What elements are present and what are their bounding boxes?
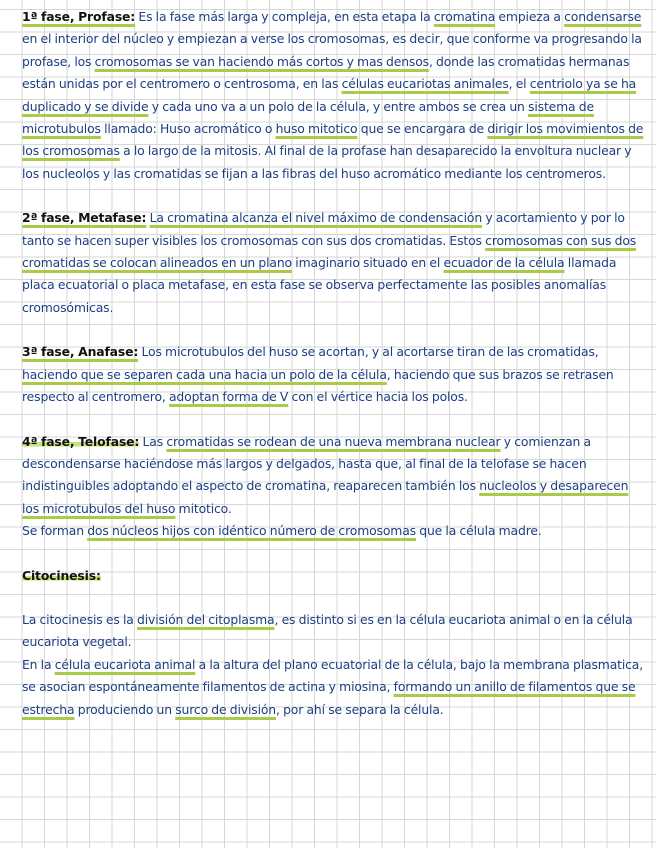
section-heading: 4ª fase, Telofase: bbox=[22, 433, 140, 449]
section-heading: 2ª fase, Metafase: bbox=[22, 210, 147, 226]
highlighted-text: surco de división bbox=[175, 701, 277, 717]
section-body: Los microtubulos del huso se acortan, y al acortarse tiran de las cromatidas, haciendo que se separen cada una hacia un polo de la célula, haciendo que sus brazos se retrasen respecto al centromero, adoptan forma de V con el vértice hacia los polos. bbox=[22, 344, 614, 405]
highlighted-text: haciendo que se separen cada una hacia un polo de la célula bbox=[22, 366, 387, 382]
highlighted-text: cromatidas se rodean de una nueva membrana nuclear bbox=[166, 433, 501, 449]
highlighted-text: células eucariotas animales bbox=[341, 76, 509, 92]
section-metafase bbox=[22, 207, 646, 319]
highlighted-text: sistema de microtubulos bbox=[22, 98, 594, 137]
highlighted-text: cromatina bbox=[433, 9, 496, 24]
section-profase bbox=[22, 6, 646, 185]
section-body: Las cromatidas se rodean de una nueva membrana nuclear y comienzan a descondensarse haciéndose más largos y delgados, hasta que, al final de la telofase se hacen indistinguibles adoptando el aspecto de cromatina, reaparecen también los nucleolos y desaparecen los microtubulos del huso mitotico. Se forman dos núcleos hijos con idéntico número de cromosomas que la célula madre. bbox=[22, 433, 629, 539]
section-telofase bbox=[22, 431, 646, 543]
section-heading: Citocinesis: bbox=[22, 567, 101, 583]
section-body: La citocinesis es la división del citoplasma, es distinto si es en la célula eucariota animal o en la célula eucariota vegetal. En la célula eucariota animal a la altura del plano ecuatorial de la célula, bajo la membrana plasmatica, se asocian espontáneamente filamentos de actina y miosina, formando un anillo de filamentos que se estrecha produciendo un surco de división, por ahí se separa la célula. bbox=[22, 611, 644, 717]
highlighted-text: huso mitotico bbox=[275, 121, 358, 137]
highlighted-text: división del citoplasma bbox=[137, 611, 275, 627]
highlighted-text: nucleolos y desaparecen los microtubulos del huso bbox=[22, 478, 629, 516]
highlighted-text: condensarse bbox=[564, 9, 642, 24]
section-heading: 3ª fase, Anafase: bbox=[22, 344, 139, 360]
highlighted-text: ecuador de la célula bbox=[443, 255, 565, 271]
highlighted-text: La cromatina alcanza el nivel máximo de condensación bbox=[149, 210, 483, 226]
section-anafase bbox=[22, 341, 646, 408]
section-citocinesis bbox=[22, 609, 646, 721]
highlighted-text: dirigir los movimientos de los cromosomas bbox=[22, 121, 644, 159]
highlighted-text: cromosomas con sus dos cromatidas se colocan alineados en un plano bbox=[22, 232, 637, 271]
section-heading: 1ª fase, Profase: bbox=[22, 9, 136, 24]
highlighted-text: adoptan forma de V bbox=[168, 389, 289, 405]
highlighted-text: célula eucariota animal bbox=[54, 656, 196, 672]
section-body: Es la fase más larga y compleja, en esta etapa la cromatina empieza a condensarse en el interior del núcleo y empiezan a verse los cromosomas, es decir, que conforme va progresando la profase, los cromosomas se van haciendo más cortos y mas densos, donde las cromatidas hermanas están unidas por el centromero o centrosoma, en las células eucariotas animales, el centriolo ya se ha duplicado y se divide y cada uno va a un polo de la célula, y entre ambos se crea un sistema de microtubulos llamado: Huso acromático o huso mitotico que se encargara de dirigir los movimientos de los cromosomas a lo largo de la mitosis. Al final de la profase han desaparecido la envoltura nuclear y los nucleolos y las cromatidas se fijan a las fibras del huso acromático mediante los centromeros. bbox=[22, 9, 644, 181]
highlighted-text: formando un anillo de filamentos que se estrecha bbox=[22, 679, 636, 717]
highlighted-text: cromosomas se van haciendo más cortos y mas densos bbox=[94, 53, 429, 69]
highlighted-text: centriolo ya se ha duplicado y se divide bbox=[22, 76, 637, 114]
section-body: La cromatina alcanza el nivel máximo de condensación y acortamiento y por lo tanto se hacen super visibles los cromosomas con sus dos cromatidas. Estos cromosomas con sus dos cromatidas se colocan alineados en un plano imaginario situado en el ecuador de la célula llamada placa ecuatorial o placa metafase, en esta fase se observa perfectamente las posibles anomalías cromosómicas. bbox=[22, 210, 637, 315]
citocinesis-title bbox=[22, 565, 646, 587]
highlighted-text: dos núcleos hijos con idéntico número de cromosomas bbox=[87, 523, 416, 539]
